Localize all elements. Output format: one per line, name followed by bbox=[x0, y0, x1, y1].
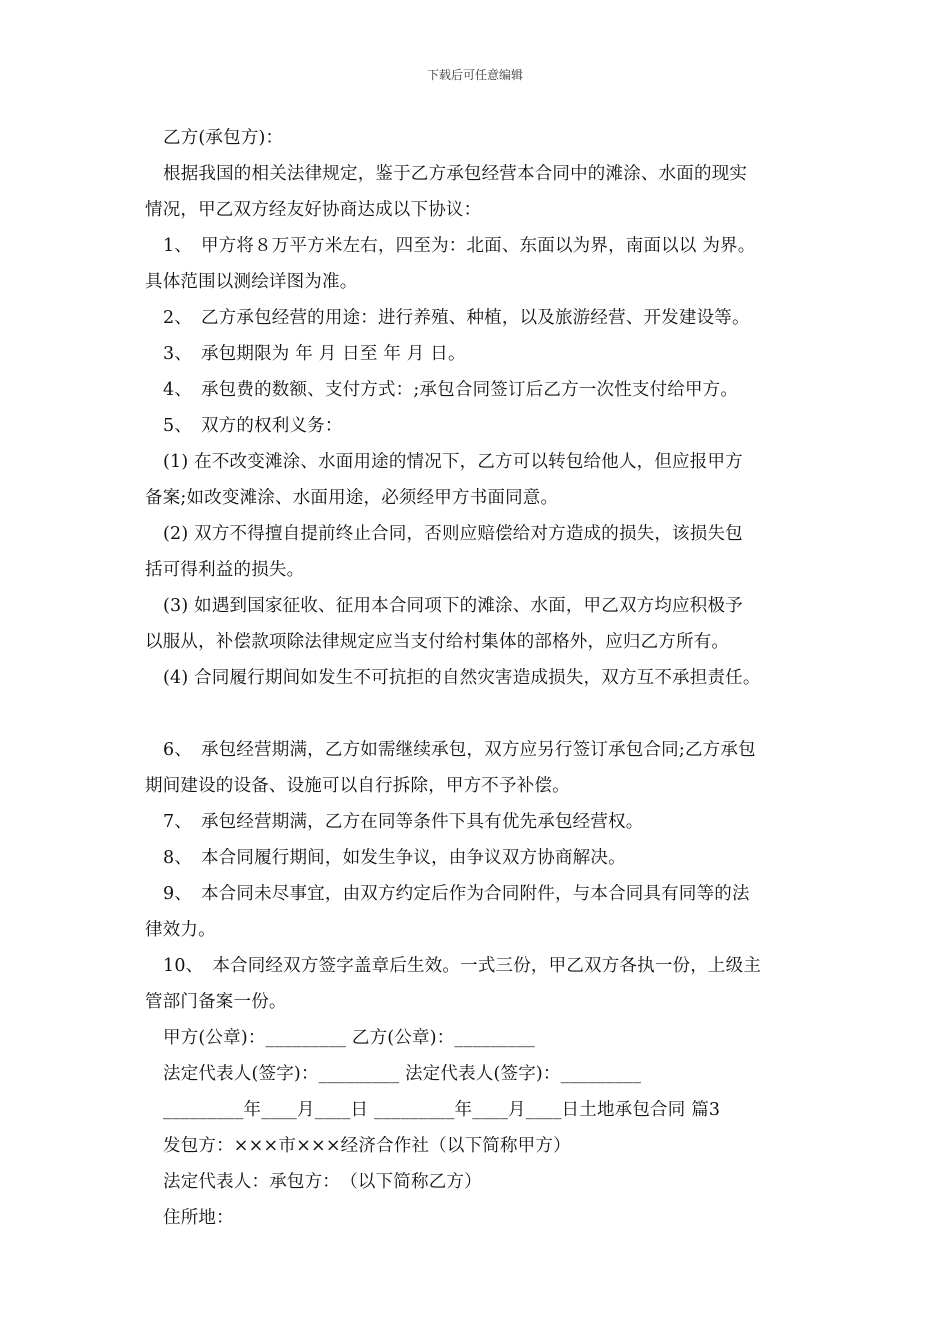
contract-body bbox=[145, 120, 825, 1236]
contract-line: (1) 在不改变滩涂、水面用途的情况下，乙方可以转包给他人，但应报甲方 bbox=[163, 452, 743, 472]
contract-line: 甲方(公章)：_________ 乙方(公章)：_________ bbox=[163, 1028, 535, 1048]
contract-line: 法定代表人(签字)：_________ 法定代表人(签字)：_________ bbox=[163, 1064, 642, 1084]
contract-line: 1、 甲方将８万平方米左右，四至为：北面、东面以为界，南面以以 为界。 bbox=[163, 236, 756, 256]
contract-line: 10、 本合同经双方签字盖章后生效。一式三份，甲乙双方各执一份，上级主 bbox=[163, 956, 762, 976]
contract-line: 根据我国的相关法律规定，鉴于乙方承包经营本合同中的滩涂、水面的现实 bbox=[163, 164, 748, 184]
contract-line: 8、 本合同履行期间，如发生争议，由争议双方协商解决。 bbox=[163, 848, 626, 868]
contract-line: 律效力。 bbox=[145, 920, 216, 940]
contract-line: 期间建设的设备、设施可以自行拆除，甲方不予补偿。 bbox=[145, 776, 570, 796]
contract-line: 具体范围以测绘详图为准。 bbox=[145, 272, 358, 292]
contract-line: (3) 如遇到国家征收、征用本合同项下的滩涂、水面，甲乙双方均应积极予 bbox=[163, 596, 743, 616]
contract-line: (2) 双方不得擅自提前终止合同，否则应赔偿给对方造成的损失，该损失包 bbox=[163, 524, 743, 544]
contract-line: 4、 承包费的数额、支付方式：;承包合同签订后乙方一次性支付给甲方。 bbox=[163, 380, 739, 400]
contract-line: 3、 承包期限为 年 月 日至 年 月 日。 bbox=[163, 344, 466, 364]
contract-line: 括可得利益的损失。 bbox=[145, 560, 305, 580]
contract-line: 乙方(承包方)： bbox=[163, 128, 284, 148]
contract-line: 住所地： bbox=[163, 1208, 234, 1228]
contract-line: 2、 乙方承包经营的用途：进行养殖、种植，以及旅游经营、开发建设等。 bbox=[163, 308, 750, 328]
contract-line: 以服从，补偿款项除法律规定应当支付给村集体的部格外，应归乙方所有。 bbox=[145, 632, 730, 652]
contract-line: 5、 双方的权利义务： bbox=[163, 416, 343, 436]
contract-line bbox=[145, 696, 825, 732]
page-header: 下载后可任意编辑 bbox=[426, 68, 523, 82]
contract-line: _________年____月____日 _________年____月____日土地承包合同 篇3 bbox=[163, 1100, 721, 1120]
contract-line: 备案;如改变滩涂、水面用途，必须经甲方书面同意。 bbox=[145, 488, 559, 508]
contract-line: 7、 承包经营期满，乙方在同等条件下具有优先承包经营权。 bbox=[163, 812, 644, 832]
contract-line: 管部门备案一份。 bbox=[145, 992, 287, 1012]
contract-line: 情况，甲乙双方经友好协商达成以下协议： bbox=[145, 200, 482, 220]
contract-line: 法定代表人：承包方： （以下简称乙方） bbox=[163, 1172, 482, 1192]
contract-line: (4) 合同履行期间如发生不可抗拒的自然灾害造成损失，双方互不承担责任。 bbox=[163, 668, 761, 688]
contract-line: 9、 本合同未尽事宜，由双方约定后作为合同附件，与本合同具有同等的法 bbox=[163, 884, 750, 904]
contract-line: 6、 承包经营期满，乙方如需继续承包，双方应另行签订承包合同;乙方承包 bbox=[163, 740, 756, 760]
contract-line: 发包方：×××市×××经济合作社（以下简称甲方） bbox=[163, 1136, 571, 1156]
